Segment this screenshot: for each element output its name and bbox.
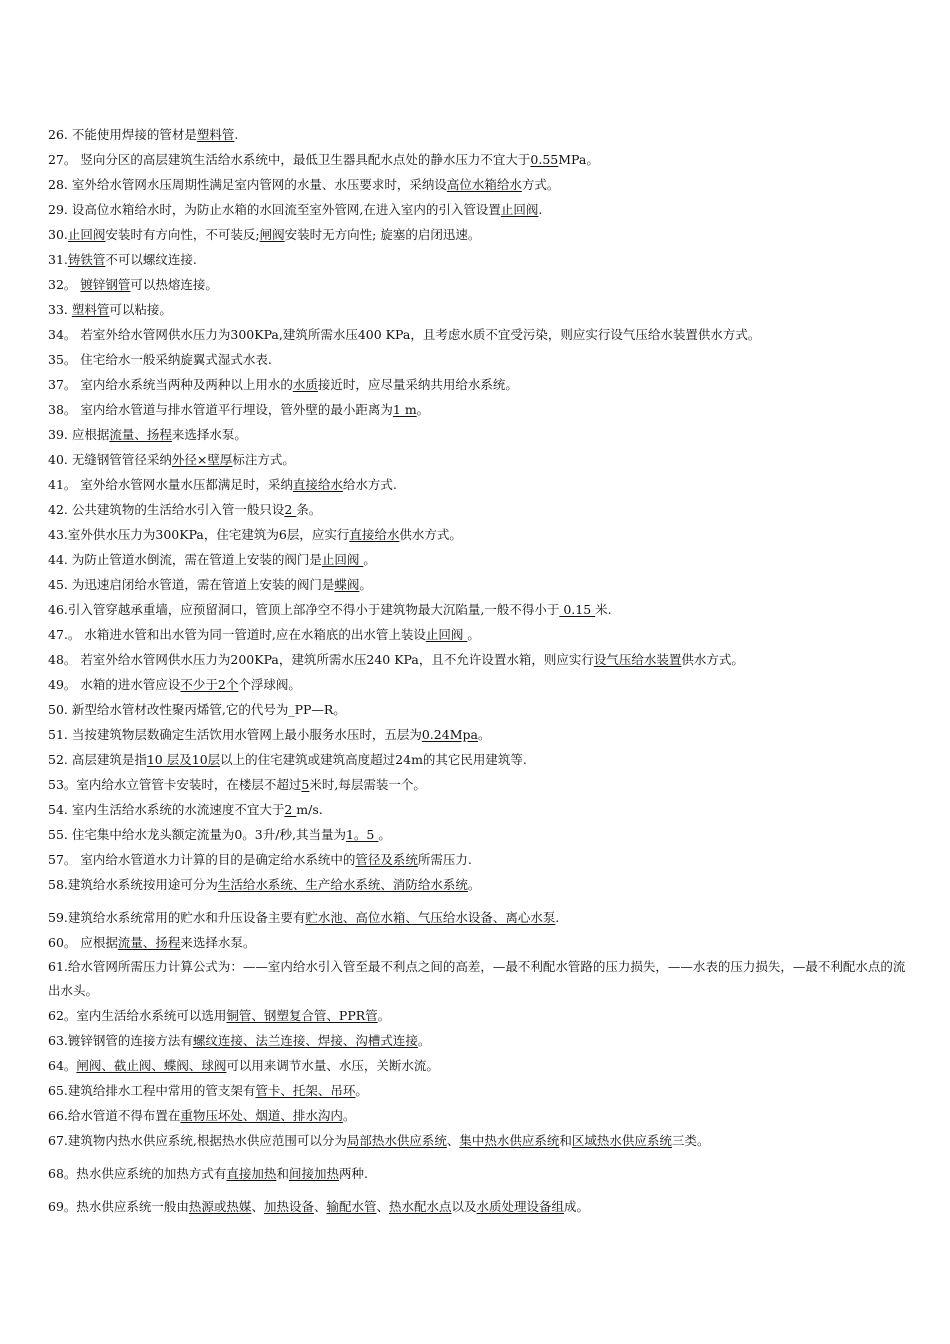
answer-text: 2: [284, 802, 297, 817]
question-text: 。: [342, 1108, 356, 1123]
answer-text: 管卡、托架、吊环: [255, 1083, 356, 1098]
answer-text: 管径及系统: [355, 852, 418, 867]
question-text: 52. 高层建筑是指: [48, 752, 147, 767]
question-text: 27。 竖向分区的高层建筑生活给水系统中，最低卫生器具配水点处的静水压力不宜大于: [48, 152, 531, 167]
question-text: 39. 应根据: [48, 427, 110, 442]
question-text: 62。室内生活给水系统可以选用: [48, 1008, 227, 1023]
question-line: [0, 147, 950, 172]
question-text: 标注方式。: [232, 452, 295, 467]
question-line: [0, 572, 950, 597]
question-text: 44. 为防止管道水倒流，需在管道上安装的阀门是: [48, 552, 322, 567]
question-text: 66.给水管道不得布置在: [48, 1108, 181, 1123]
question-text: 35。 住宅给水一般采纳旋翼式湿式水表.: [48, 352, 272, 367]
answer-text: 1 m: [392, 402, 417, 417]
answer-text: 0.15: [559, 602, 596, 617]
question-text: .: [555, 910, 560, 925]
answer-text: 重物压坏处、烟道、排水沟内: [180, 1108, 343, 1123]
question-line: [0, 447, 950, 472]
question-text: 来选择水泵。: [180, 935, 256, 950]
question-text: 37。 室内给水系统当两种及两种以上用水的: [48, 377, 293, 392]
answer-text: 输配水管: [326, 1199, 377, 1214]
question-text: 、: [313, 1199, 327, 1214]
question-text: 三类。: [671, 1133, 710, 1148]
question-text: 。: [417, 1033, 431, 1048]
question-text: 可以粘接。: [109, 302, 172, 317]
question-text: 61.给水管网所需压力计算公式为：——室内给水引入管至最不利点之间的高差，—最不利配水管路的压力损失，——水表的压力损失，—最不利配水点的流出水头。: [48, 959, 906, 998]
question-line: [0, 797, 950, 822]
question-text: 26. 不能使用焊接的管材是: [48, 127, 197, 142]
question-text: 、: [446, 1133, 460, 1148]
question-text: 不可以螺纹连接.: [105, 252, 197, 267]
question-text: 55. 住宅集中给水龙头额定流量为0。3升/秒,其当量为: [48, 827, 346, 842]
question-text: 49。 水箱的进水管应设: [48, 677, 181, 692]
answer-text: 10 层及10层: [146, 752, 221, 767]
question-text: 46.引入管穿越承重墙，应预留洞口，管顶上部净空不得小于建筑物最大沉陷量,一般不得小于: [48, 602, 560, 617]
question-text: 两种.: [338, 1166, 368, 1181]
answer-text: 铸铁管: [67, 252, 106, 267]
answer-text: 螺纹连接、法兰连接、焊接、沟槽式连接: [192, 1033, 418, 1048]
question-line: [0, 1128, 950, 1153]
question-line: [0, 297, 950, 322]
question-line: [0, 1003, 950, 1028]
question-text: 67.建筑物内热水供应系统,根据热水供应范围可以分为: [48, 1133, 347, 1148]
question-line: [0, 497, 950, 522]
question-text: m/s.: [296, 802, 323, 817]
question-text: 来选择水泵。: [171, 427, 247, 442]
question-text: 安装时有方向性，不可装反;: [105, 227, 260, 242]
question-line: [0, 1028, 950, 1053]
answer-text: 区域热水供应系统: [571, 1133, 672, 1148]
question-text: 42. 公共建筑物的生活给水引入管一般只设: [48, 502, 285, 517]
question-text: 69。热水供应系统一般由: [48, 1199, 189, 1214]
question-line: [0, 672, 950, 697]
answer-text: 不少于2个: [180, 677, 239, 692]
question-text: 成。: [564, 1199, 590, 1214]
question-text: 。: [477, 727, 491, 742]
question-text: 以上的住宅建筑或建筑高度超过24m的其它民用建筑等.: [220, 752, 527, 767]
question-line: [0, 847, 950, 872]
question-text: 64。: [48, 1058, 77, 1073]
question-line: [0, 597, 950, 622]
question-text: 。: [416, 402, 430, 417]
question-text: 41。 室外给水管网水量水压都满足时，采纳: [48, 477, 293, 492]
question-text: 65.建筑给排水工程中常用的管支架有: [48, 1083, 256, 1098]
question-text: 58.建筑给水系统按用途可分为: [48, 877, 218, 892]
question-text: 47.。 水箱进水管和出水管为同一管道时,应在水箱底的出水管上装设: [48, 627, 426, 642]
question-line: [0, 547, 950, 572]
question-text: 。: [355, 1083, 368, 1098]
question-text: 51. 当按建筑物层数确定生活饮用水管网上最小服务水压时，五层为: [48, 727, 422, 742]
answer-text: 闸阀、截止阀、蝶阀、球阀: [76, 1058, 227, 1073]
answer-text: 0.24Mpa: [421, 727, 478, 742]
question-text: 45. 为迅速启闭给水管道，需在管道上安装的阀门是: [48, 577, 335, 592]
question-text: 可以用来调节水量、水压，关断水流。: [226, 1058, 439, 1073]
answer-text: 局部热水供应系统: [346, 1133, 447, 1148]
question-line: [0, 822, 950, 847]
question-text: 50. 新型给水管材改性聚丙烯管,它的代号为_PP—R。: [48, 702, 346, 717]
answer-text: 热水配水点: [389, 1199, 452, 1214]
question-line: [0, 905, 950, 930]
document-body: [0, 122, 950, 1219]
question-text: 。: [467, 877, 481, 892]
question-text: 可以热熔连接。: [130, 277, 218, 292]
question-line: [0, 397, 950, 422]
question-text: 40. 无缝钢管管径采纳: [48, 452, 172, 467]
answer-text: 外径×壁厚: [171, 452, 233, 467]
question-line: [0, 1161, 950, 1186]
question-text: 38。 室内给水管道与排水管道平行埋设，管外壁的最小距离为: [48, 402, 393, 417]
question-text: 给水方式.: [342, 477, 397, 492]
answer-text: 高位水箱给水: [446, 177, 522, 192]
question-text: 34。 若室外给水管网供水压力为300KPa,建筑所需水压400 KPa，且考虑水质不宜受污染，则应实行设气压给水装置供水方式。: [48, 327, 761, 342]
answer-text: 设气压给水装置: [593, 652, 682, 667]
question-text: 53。室内给水立管管卡安装时，在楼层不超过: [48, 777, 302, 792]
question-text: 48。 若室外给水管网供水压力为200KPa，建筑所需水压240 KPa，且不允许设置水箱，则应实行: [48, 652, 594, 667]
question-line: [0, 197, 950, 222]
question-line: [0, 222, 950, 247]
answer-text: 2: [284, 502, 297, 517]
question-text: 68。热水供应系统的加热方式有: [48, 1166, 227, 1181]
question-line: [0, 872, 950, 897]
question-line: [0, 347, 950, 372]
question-text: 和: [559, 1133, 572, 1148]
question-line: [0, 647, 950, 672]
question-text: 。: [363, 552, 376, 567]
question-text: 30.: [48, 227, 68, 242]
question-text: 接近时，应尽量采纳共用给水系统。: [317, 377, 518, 392]
question-text: 63.镀锌钢管的连接方法有: [48, 1033, 193, 1048]
question-text: 个浮球阀。: [238, 677, 301, 692]
question-text: 57。 室内给水管道水力计算的目的是确定给水系统中的: [48, 852, 356, 867]
answer-text: 0.55: [530, 152, 559, 167]
question-line: [0, 1078, 950, 1103]
question-line: [0, 930, 950, 955]
question-line: [0, 747, 950, 772]
question-line: [0, 122, 950, 147]
question-text: 31.: [48, 252, 68, 267]
answer-text: 直接给水: [349, 527, 400, 542]
answer-text: 止回阀: [500, 202, 539, 217]
question-line: [0, 1103, 950, 1128]
question-line: [0, 1194, 950, 1219]
answer-text: 止回阀: [425, 627, 468, 642]
answer-text: 加热设备: [263, 1199, 314, 1214]
question-text: 方式。: [521, 177, 560, 192]
question-line: [0, 722, 950, 747]
answer-text: 间接加热: [288, 1166, 339, 1181]
question-text: 28. 室外给水管网水压周期性满足室内管网的水量、水压要求时，采纳设: [48, 177, 447, 192]
question-text: 供水方式。: [681, 652, 744, 667]
question-text: 所需压力.: [417, 852, 472, 867]
question-line: [0, 372, 950, 397]
answer-text: 直接加热: [226, 1166, 277, 1181]
answer-text: 流量、扬程: [117, 935, 181, 950]
question-text: 米时,每层需装一个。: [309, 777, 426, 792]
question-text: 。: [378, 827, 391, 842]
question-text: 、: [251, 1199, 264, 1214]
answer-text: 水质: [292, 377, 318, 392]
answer-text: 5: [301, 777, 310, 792]
question-line: [0, 422, 950, 447]
answer-text: 1。5: [345, 827, 379, 842]
answer-text: 集中热水供应系统: [459, 1133, 560, 1148]
question-line: [0, 772, 950, 797]
answer-text: 塑料管: [71, 302, 110, 317]
answer-text: 止回阀: [321, 552, 364, 567]
answer-text: 蝶阀: [334, 577, 360, 592]
question-line: [0, 697, 950, 722]
question-line: [0, 522, 950, 547]
question-text: 供水方式。: [399, 527, 462, 542]
question-line: [0, 1053, 950, 1078]
answer-text: 生活给水系统、生产给水系统、消防给水系统: [217, 877, 468, 892]
question-text: 。: [467, 627, 480, 642]
answer-text: 铜管、钢塑复合管、PPR管: [226, 1008, 378, 1023]
question-text: .: [538, 202, 543, 217]
question-text: 。: [359, 577, 372, 592]
question-text: 。: [377, 1008, 391, 1023]
question-line: [0, 322, 950, 347]
question-line: [0, 172, 950, 197]
answer-text: 塑料管: [196, 127, 235, 142]
question-text: 59.建筑给水系统常用的贮水和升压设备主要有: [48, 910, 306, 925]
question-text: .: [234, 127, 239, 142]
question-text: 29. 设高位水箱给水时，为防止水箱的水回流至室外管网,在进入室内的引入管设置: [48, 202, 501, 217]
question-text: 米.: [595, 602, 612, 617]
question-text: 以及: [451, 1199, 477, 1214]
question-text: 54. 室内生活给水系统的水流速度不宜大于: [48, 802, 285, 817]
question-line: [0, 472, 950, 497]
answer-text: 镀锌钢管: [80, 277, 131, 292]
answer-text: 流量、扬程: [109, 427, 172, 442]
question-text: 43.室外供水压力为300KPa，住宅建筑为6层，应实行: [48, 527, 350, 542]
question-line: [0, 622, 950, 647]
question-line: [0, 247, 950, 272]
question-text: 安装时无方向性; 旋塞的启闭迅速。: [284, 227, 481, 242]
question-text: 和: [276, 1166, 289, 1181]
answer-text: 直接给水: [292, 477, 343, 492]
answer-text: 贮水池、高位水箱、气压给水设备、离心水泵: [305, 910, 556, 925]
question-text: MPa。: [558, 152, 599, 167]
question-line: [0, 955, 950, 1003]
question-line: [0, 272, 950, 297]
answer-text: 水质处理设备组: [476, 1199, 565, 1214]
question-text: 33.: [48, 302, 72, 317]
answer-text: 闸阀: [259, 227, 285, 242]
answer-text: 热源或热媒: [188, 1199, 252, 1214]
question-text: 条。: [296, 502, 322, 517]
question-text: 60。 应根据: [48, 935, 118, 950]
question-text: 、: [376, 1199, 389, 1214]
question-text: 32。: [48, 277, 81, 292]
answer-text: 止回阀: [67, 227, 106, 242]
